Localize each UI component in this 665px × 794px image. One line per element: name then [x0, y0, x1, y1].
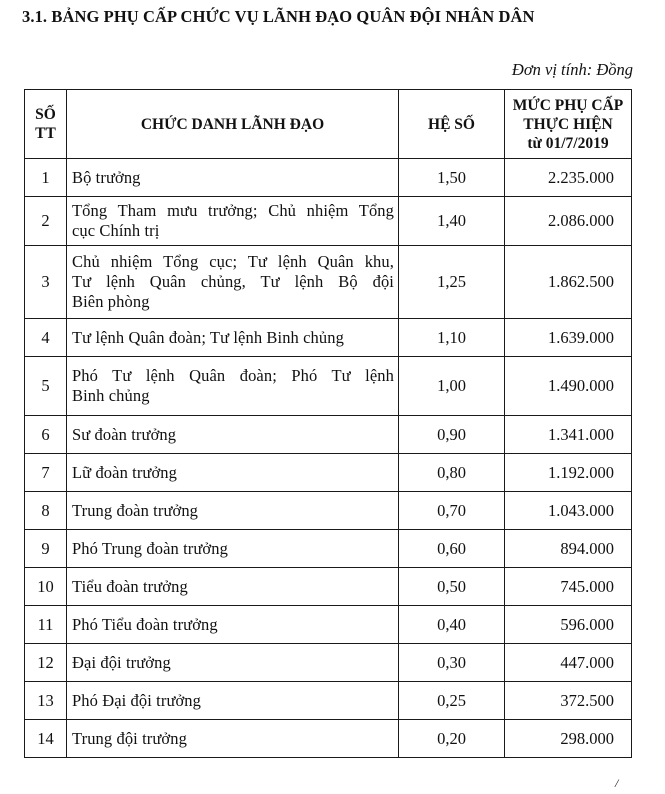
row-stt: 5 — [25, 357, 67, 416]
position-title-line: Tư lệnh Quân chủng, Tư lệnh Bộ đội — [72, 272, 394, 291]
row-stt: 2 — [25, 197, 67, 246]
row-coefficient: 1,50 — [399, 159, 505, 197]
position-title-line: Sư đoàn trưởng — [72, 424, 177, 444]
row-amount: 1.043.000 — [505, 492, 632, 530]
row-amount: 596.000 — [505, 606, 632, 644]
row-coefficient: 0,70 — [399, 492, 505, 530]
position-title-line: Binh chủng — [72, 386, 150, 405]
table-row — [25, 720, 632, 758]
position-title-line: Tư lệnh Quân đoàn; Tư lệnh Binh chủng — [72, 327, 344, 347]
row-amount: 1.490.000 — [505, 357, 632, 416]
row-amount: 2.086.000 — [505, 197, 632, 246]
position-title-line: Biên phòng — [72, 292, 150, 311]
row-stt: 11 — [25, 606, 67, 644]
row-position-title — [67, 644, 399, 682]
row-coefficient: 0,60 — [399, 530, 505, 568]
header-amount-line2: THỰC HIỆN — [523, 115, 613, 133]
table-row — [25, 530, 632, 568]
table-header-row — [25, 90, 632, 159]
table-row — [25, 416, 632, 454]
row-position-title — [67, 720, 399, 758]
row-stt: 8 — [25, 492, 67, 530]
row-coefficient: 1,10 — [399, 319, 505, 357]
row-coefficient: 0,50 — [399, 568, 505, 606]
table-row — [25, 492, 632, 530]
header-stt — [25, 90, 67, 159]
row-amount: 745.000 — [505, 568, 632, 606]
position-title-line: Phó Đại đội trưởng — [72, 690, 202, 710]
row-amount: 1.192.000 — [505, 454, 632, 492]
row-position-title — [67, 492, 399, 530]
row-stt: 9 — [25, 530, 67, 568]
row-stt: 10 — [25, 568, 67, 606]
table-row — [25, 159, 632, 197]
position-title-line: Trung đội trưởng — [72, 728, 187, 748]
row-amount: 298.000 — [505, 720, 632, 758]
row-position-title — [67, 357, 399, 416]
row-position-title — [67, 530, 399, 568]
table-row — [25, 357, 632, 416]
table-row — [25, 644, 632, 682]
table-body — [25, 159, 632, 758]
allowance-table — [24, 89, 632, 758]
row-position-title — [67, 197, 399, 246]
unit-note: Đơn vị tính: Đồng — [511, 60, 633, 79]
row-coefficient: 1,25 — [399, 246, 505, 319]
row-position-title — [67, 606, 399, 644]
position-title-line: Bộ trưởng — [72, 167, 141, 187]
row-amount: 372.500 — [505, 682, 632, 720]
row-coefficient: 0,20 — [399, 720, 505, 758]
page-title: 3.1. BẢNG PHỤ CẤP CHỨC VỤ LÃNH ĐẠO QUÂN ĐỘI NHÂN DÂN — [22, 7, 535, 26]
table-row — [25, 606, 632, 644]
row-position-title — [67, 159, 399, 197]
table-row — [25, 197, 632, 246]
position-title-line: Tiểu đoàn trưởng — [72, 576, 188, 596]
row-position-title — [67, 682, 399, 720]
position-title-line: Lữ đoàn trưởng — [72, 462, 177, 482]
row-stt: 3 — [25, 246, 67, 319]
header-amount — [505, 90, 632, 159]
row-stt: 4 — [25, 319, 67, 357]
row-coefficient: 0,25 — [399, 682, 505, 720]
row-position-title — [67, 416, 399, 454]
row-amount: 1.639.000 — [505, 319, 632, 357]
position-title-line: Tổng Tham mưu trưởng; Chủ nhiệm Tổng — [72, 201, 394, 220]
table-row — [25, 568, 632, 606]
table-row — [25, 454, 632, 492]
page-mark: / — [615, 776, 619, 790]
row-coefficient: 0,80 — [399, 454, 505, 492]
row-stt: 1 — [25, 159, 67, 197]
row-stt: 13 — [25, 682, 67, 720]
table-row — [25, 682, 632, 720]
row-position-title — [67, 319, 399, 357]
row-stt: 7 — [25, 454, 67, 492]
row-stt: 12 — [25, 644, 67, 682]
row-coefficient: 0,30 — [399, 644, 505, 682]
row-amount: 1.341.000 — [505, 416, 632, 454]
header-amount-line3: từ 01/7/2019 — [527, 134, 609, 152]
row-position-title — [67, 568, 399, 606]
table-row — [25, 319, 632, 357]
position-title-line: Phó Tư lệnh Quân đoàn; Phó Tư lệnh — [72, 366, 394, 385]
header-name: CHỨC DANH LÃNH ĐẠO — [67, 90, 399, 159]
position-title-line: cục Chính trị — [72, 221, 160, 240]
table-row — [25, 246, 632, 319]
position-title-line: Phó Trung đoàn trưởng — [72, 538, 228, 558]
header-stt-line1: SỐ — [35, 106, 56, 123]
row-coefficient: 0,90 — [399, 416, 505, 454]
header-amount-line1: MỨC PHỤ CẤP — [512, 96, 624, 114]
row-stt: 14 — [25, 720, 67, 758]
row-amount: 894.000 — [505, 530, 632, 568]
row-coefficient: 0,40 — [399, 606, 505, 644]
row-stt: 6 — [25, 416, 67, 454]
position-title-line: Chủ nhiệm Tổng cục; Tư lệnh Quân khu, — [72, 252, 394, 271]
header-stt-line2: TT — [35, 125, 56, 142]
header-coefficient: HỆ SỐ — [399, 90, 505, 159]
row-coefficient: 1,40 — [399, 197, 505, 246]
row-coefficient: 1,00 — [399, 357, 505, 416]
row-position-title — [67, 454, 399, 492]
position-title-line: Phó Tiểu đoàn trưởng — [72, 614, 218, 634]
row-position-title — [67, 246, 399, 319]
row-amount: 447.000 — [505, 644, 632, 682]
row-amount: 1.862.500 — [505, 246, 632, 319]
position-title-line: Đại đội trưởng — [72, 652, 171, 672]
row-amount: 2.235.000 — [505, 159, 632, 197]
position-title-line: Trung đoàn trưởng — [72, 500, 199, 520]
